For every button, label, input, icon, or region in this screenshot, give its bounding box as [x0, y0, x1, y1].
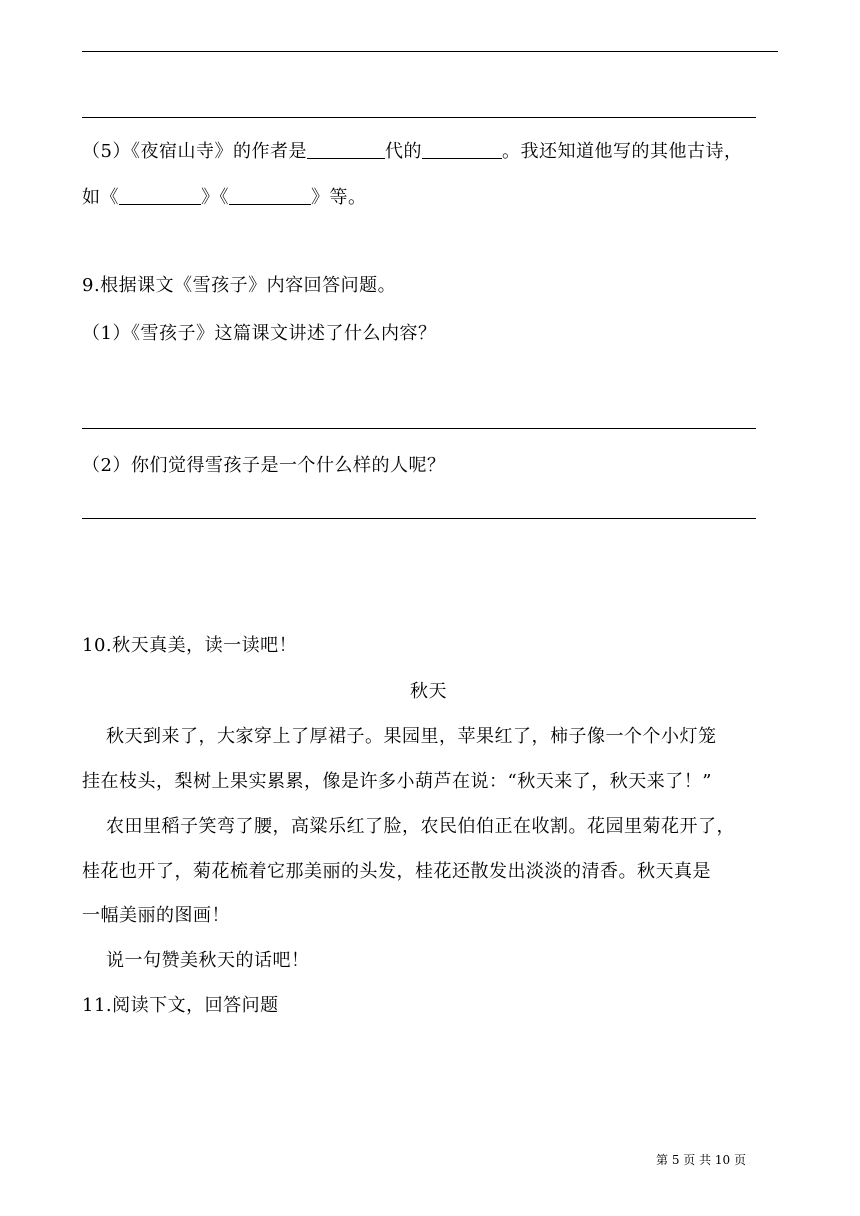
passage-p1-line2: 挂在枝头，梨树上果实累累，像是许多小葫芦在说：“秋天来了，秋天来了！” — [82, 771, 712, 792]
answer-line[interactable] — [82, 518, 756, 519]
q8-item5-line2-prefix: 如《 — [82, 187, 119, 208]
question-10-prompt: 说一句赞美秋天的话吧！ — [106, 950, 310, 971]
q8-item5-prefix: （5）《夜宿山寺》的作者是 — [82, 141, 307, 162]
fill-blank[interactable] — [422, 138, 502, 159]
fill-blank[interactable] — [229, 184, 311, 205]
page-number: 第 5 页 共 10 页 — [656, 1153, 746, 1167]
question-9-title: 9.根据课文《雪孩子》内容回答问题。 — [82, 275, 397, 296]
answer-line — [82, 117, 756, 118]
question-9-sub1: （1）《雪孩子》这篇课文讲述了什么内容？ — [82, 323, 437, 344]
passage-p2-line1: 农田里稻子笑弯了腰，高粱乐红了脸，农民伯伯正在收割。花园里菊花开了， — [106, 816, 735, 837]
q8-item5-mid1: 代的 — [384, 141, 422, 162]
question-9-sub2: （2）你们觉得雪孩子是一个什么样的人呢？ — [82, 455, 446, 476]
answer-line[interactable] — [82, 428, 756, 429]
q8-item5-line2-mid: 》《 — [201, 187, 229, 208]
q8-item5-line2-suffix: 》等。 — [311, 187, 367, 208]
passage-p1-line1: 秋天到来了，大家穿上了厚裙子。果园里，苹果红了，柿子像一个个小灯笼 — [106, 726, 717, 747]
question-10-title: 10.秋天真美，读一读吧！ — [82, 635, 298, 656]
q8-item5-mid2: 。我还知道他写的其他古诗， — [501, 141, 743, 162]
question-8-item-5-line2 — [82, 184, 367, 210]
passage-p2-line3: 一幅美丽的图画！ — [82, 905, 230, 926]
answer-line — [82, 51, 778, 52]
passage-title: 秋天 — [410, 681, 447, 702]
question-8-item-5 — [82, 138, 742, 164]
passage-p2-line2: 桂花也开了，菊花梳着它那美丽的头发，桂花还散发出淡淡的清香。秋天真是 — [82, 861, 711, 882]
question-11-title: 11.阅读下文，回答问题 — [82, 995, 279, 1016]
fill-blank[interactable] — [119, 184, 201, 205]
fill-blank[interactable] — [307, 138, 385, 159]
